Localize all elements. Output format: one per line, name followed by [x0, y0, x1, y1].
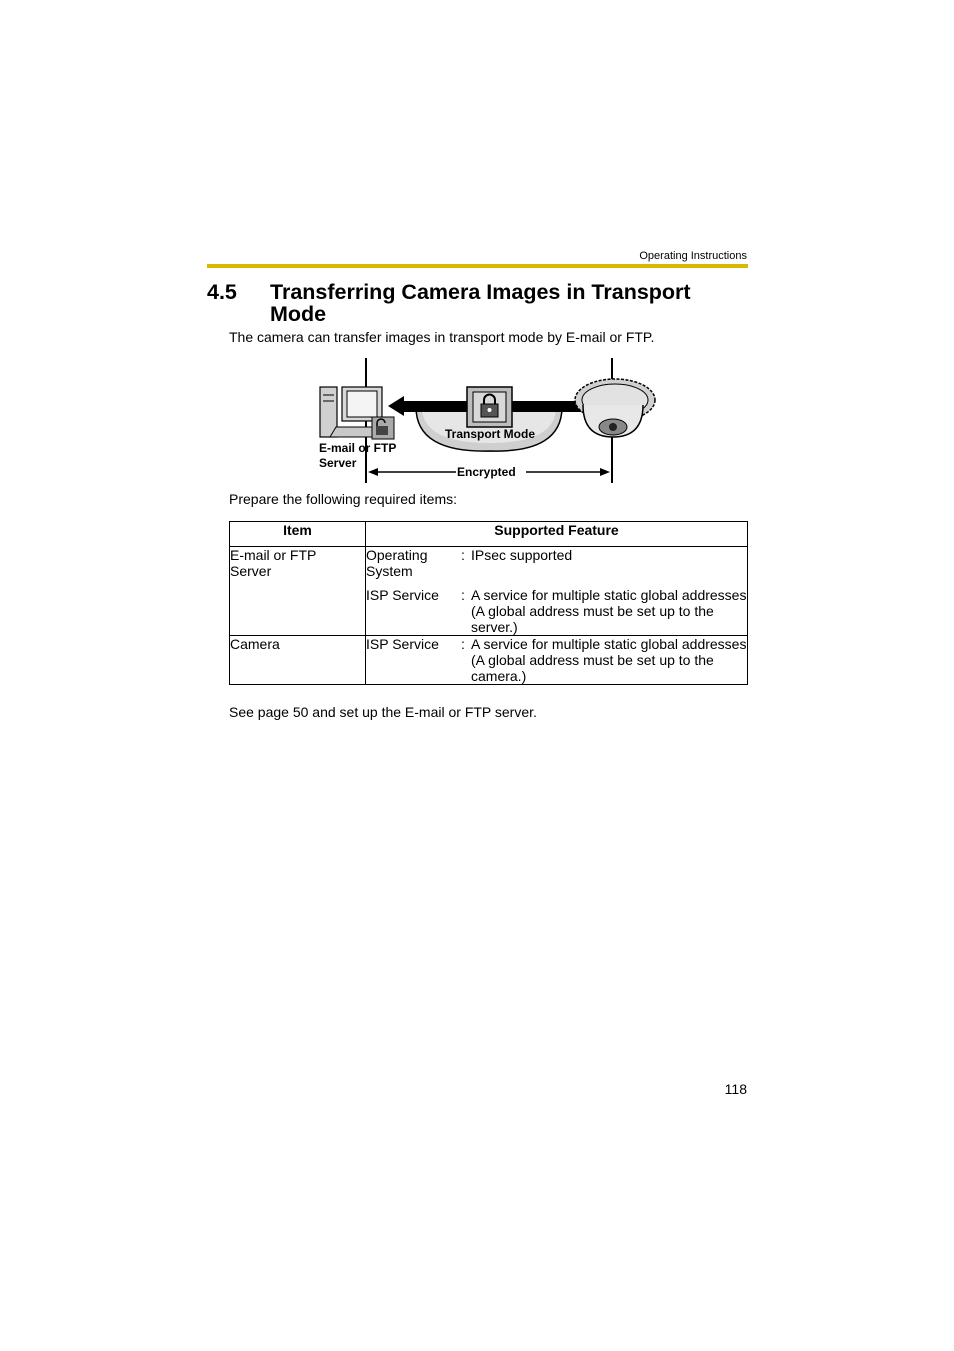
- server-label: [319, 441, 396, 471]
- server-label-line1: E-mail or FTP: [319, 441, 397, 455]
- feature-value: A service for multiple static global addresses (A global address must be set up to the camera.): [471, 636, 747, 684]
- requirements-table: [229, 521, 748, 685]
- table-row: [230, 547, 748, 636]
- intro-paragraph: The camera can transfer images in transport mode by E-mail or FTP.: [229, 329, 655, 345]
- running-header: Operating Instructions: [639, 250, 747, 262]
- feature-colon: :: [461, 587, 465, 603]
- feature-colon: :: [461, 547, 465, 563]
- feature-value: A service for multiple static global addresses (A global address must be set up to the server.): [471, 587, 747, 635]
- after-table-text: See page 50 and set up the E-mail or FTP server.: [229, 704, 537, 720]
- feature-row: [366, 547, 747, 579]
- computer-icon: [320, 387, 394, 439]
- item-cell: [230, 547, 366, 636]
- item-cell: [230, 636, 366, 685]
- feature-cell: [366, 547, 748, 636]
- prepare-text: Prepare the following required items:: [229, 491, 458, 507]
- camera-icon: [575, 379, 655, 437]
- feature-name-line2: System: [366, 563, 413, 579]
- table-header-row: [230, 522, 748, 547]
- feature-row: [366, 636, 747, 684]
- section-heading: Transferring Camera Images in Transport Mode: [270, 280, 691, 326]
- header-item: Item: [230, 522, 366, 547]
- feature-value: IPsec supported: [471, 547, 573, 563]
- transport-mode-label: Transport Mode: [445, 427, 536, 441]
- feature-row: [366, 587, 747, 635]
- item-name-cont: Server: [230, 563, 272, 579]
- header-feature: Supported Feature: [366, 522, 748, 547]
- encrypted-label: Encrypted: [457, 465, 516, 479]
- item-name: Camera: [230, 636, 280, 652]
- server-label-line2: Server: [319, 456, 357, 470]
- feature-name: ISP Service: [366, 636, 439, 652]
- transport-mode-diagram: [310, 355, 670, 490]
- feature-colon: :: [461, 636, 465, 652]
- feature-name-line1: Operating: [366, 547, 428, 563]
- table-row: [230, 636, 748, 685]
- feature-name: ISP Service: [366, 587, 439, 603]
- feature-name: [366, 547, 461, 579]
- header-rule: [207, 264, 748, 268]
- lock-icon: [467, 387, 512, 427]
- page-number: 118: [724, 1081, 747, 1097]
- feature-cell: [366, 636, 748, 685]
- section-number: 4.5: [207, 280, 237, 304]
- item-name: E-mail or FTP: [230, 547, 317, 563]
